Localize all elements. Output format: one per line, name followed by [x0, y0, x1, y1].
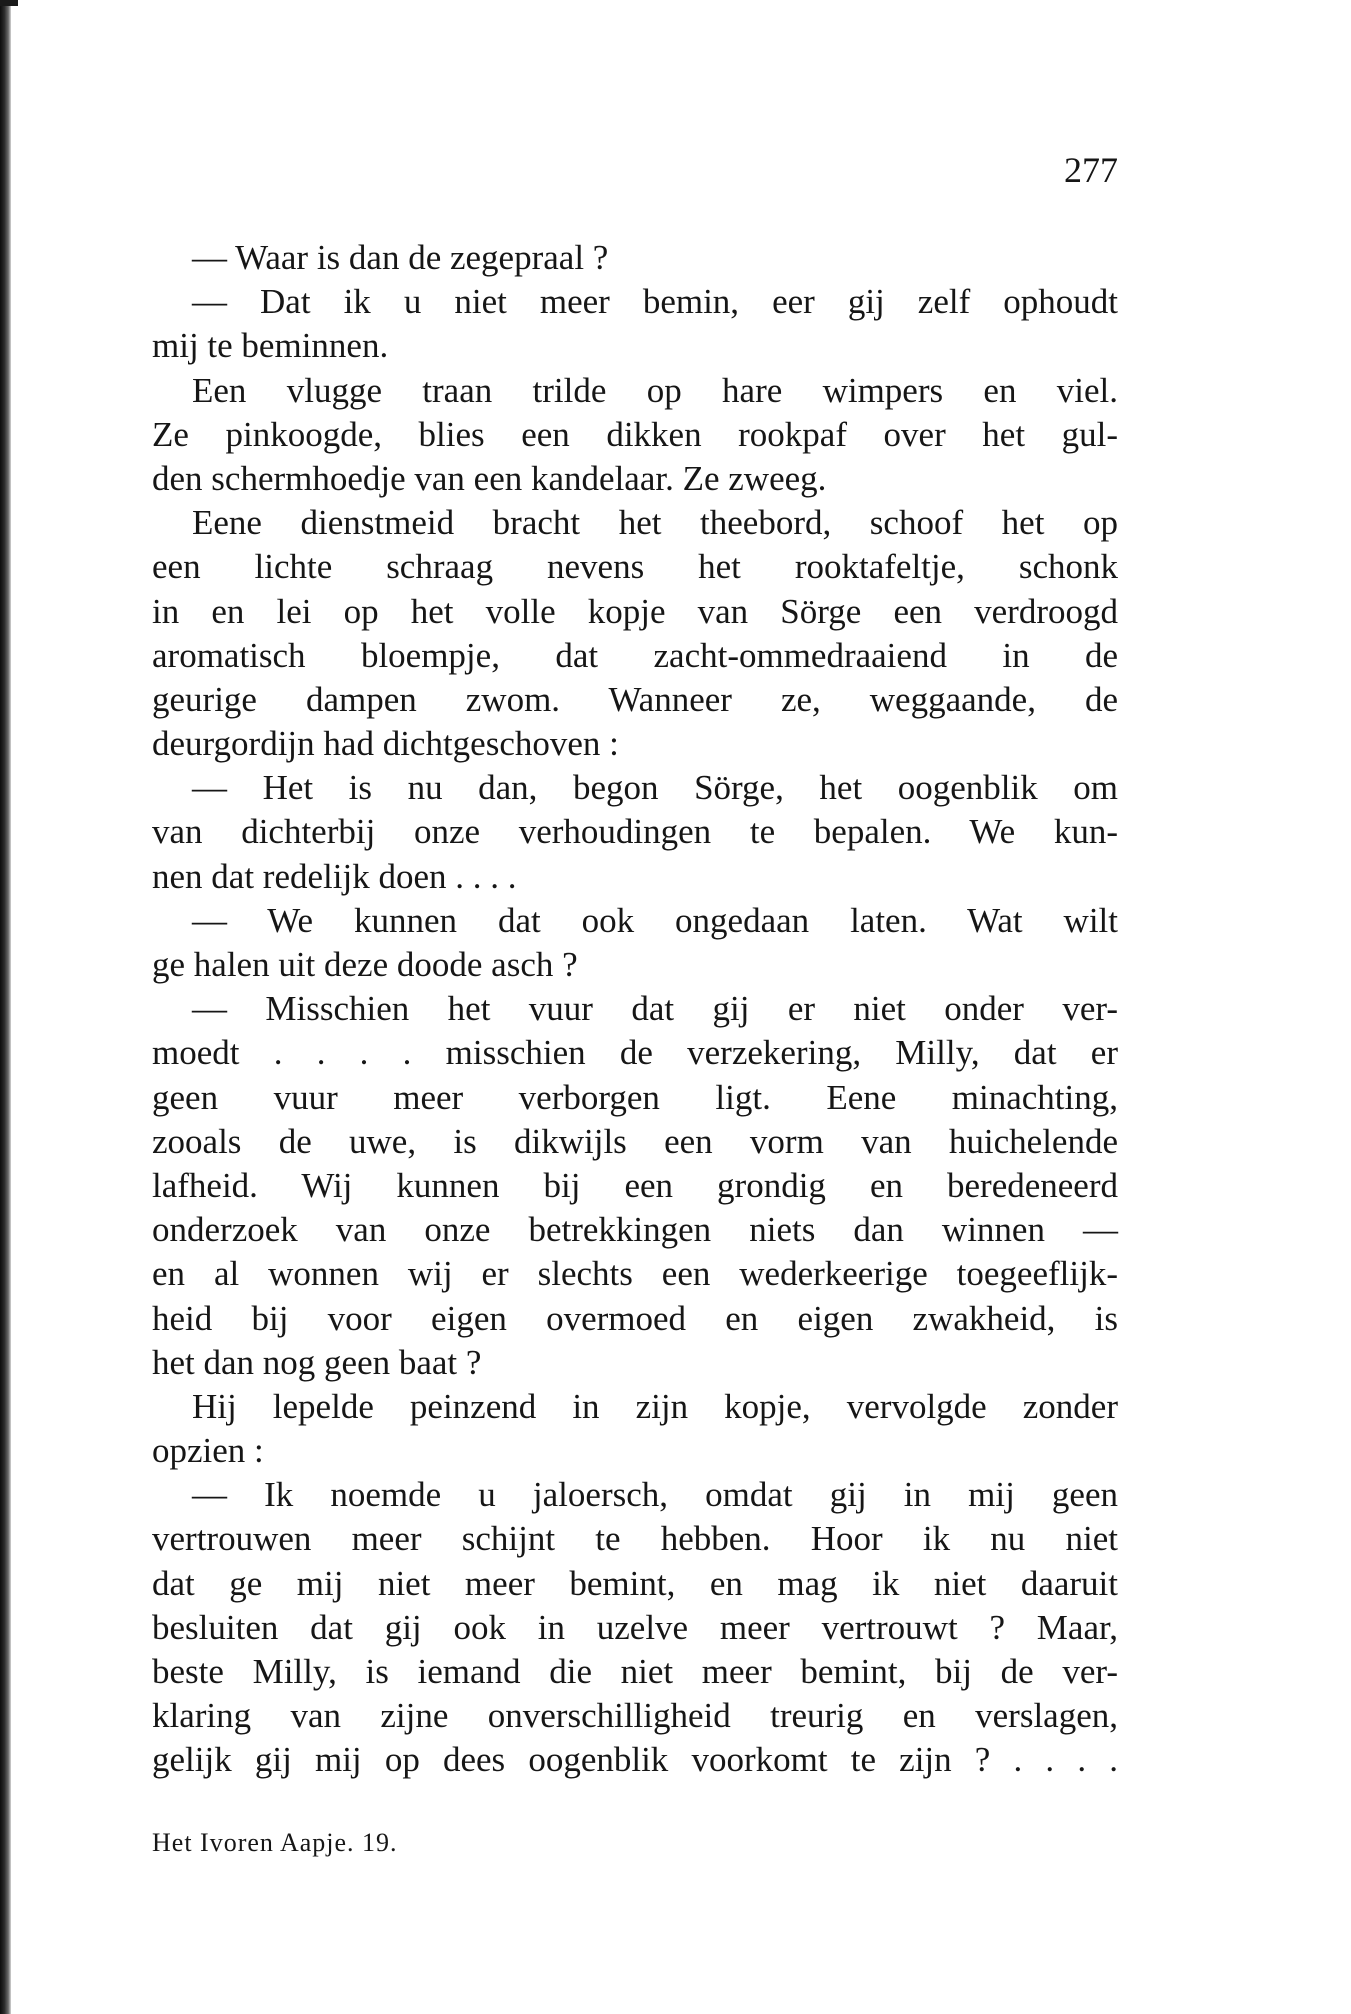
text-line: opzien :	[152, 1431, 264, 1471]
text-line: — We kunnen dat ook ongedaan laten. Wat wilt	[192, 900, 1118, 940]
text-line: Een vlugge traan trilde op hare wimpers en viel.	[192, 370, 1118, 410]
text-line: ge halen uit deze doode asch ?	[152, 945, 578, 984]
text-line: heid bij voor eigen overmoed en eigen zwakheid, is	[152, 1298, 1118, 1338]
text-line: geen vuur meer verborgen ligt. Eene minachting,	[152, 1077, 1118, 1117]
text-line: Hij lepelde peinzend in zijn kopje, vervolgde zonder	[192, 1386, 1118, 1426]
text-line: — Het is nu dan, begon Sörge, het oogenblik om	[192, 768, 1118, 808]
text-line: in en lei op het volle kopje van Sörge een verdroogd	[152, 591, 1118, 631]
text-line: — Ik noemde u jaloersch, omdat gij in mij geen	[192, 1475, 1118, 1515]
text-line: mij te beminnen.	[152, 326, 389, 366]
text-line: — Dat ik u niet meer bemin, eer gij zelf ophoudt	[192, 282, 1118, 322]
text-line: van dichterbij onze verhoudingen te bepalen. We kun-	[152, 812, 1118, 852]
text-line: vertrouwen meer schijnt te hebben. Hoor ik nu niet	[152, 1519, 1118, 1559]
page-corner-mark	[0, 0, 18, 6]
text-line: aromatisch bloempje, dat zacht-ommedraaiend in de	[152, 635, 1118, 675]
text-block	[152, 236, 1118, 1783]
text-line: moedt . . . . misschien de verzekering, Milly, dat er	[152, 1033, 1118, 1073]
text-line: geurige dampen zwom. Wanneer ze, weggaande, de	[152, 679, 1118, 719]
text-line: — Waar is dan de zegepraal ?	[192, 238, 609, 277]
text-line: en al wonnen wij er slechts een wederkeerige toegeeflijk-	[152, 1254, 1118, 1294]
text-line: een lichte schraag nevens het rooktafeltje, schonk	[152, 547, 1118, 587]
text-line: onderzoek van onze betrekkingen niets dan winnen —	[152, 1210, 1118, 1250]
page-footer-signature: Het Ivoren Aapje. 19.	[152, 1828, 398, 1857]
text-line: — Misschien het vuur dat gij er niet onder ver-	[192, 989, 1118, 1029]
text-line: het dan nog geen baat ?	[152, 1342, 482, 1382]
text-line: deurgordijn had dichtgeschoven :	[152, 724, 619, 764]
text-line: zooals de uwe, is dikwijls een vorm van huichelende	[152, 1121, 1118, 1161]
text-line: dat ge mij niet meer bemint, en mag ik niet daaruit	[152, 1563, 1118, 1603]
text-line: nen dat redelijk doen . . . .	[152, 856, 517, 896]
text-line: den schermhoedje van een kandelaar. Ze zweeg.	[152, 458, 827, 498]
text-line: Eene dienstmeid bracht het theebord, schoof het op	[192, 503, 1118, 543]
page-number: 277	[1064, 150, 1118, 190]
text-line: gelijk gij mij op dees oogenblik voorkomt te zijn ? . . . .	[152, 1740, 1118, 1780]
text-line: Ze pinkoogde, blies een dikken rookpaf over het gul-	[152, 414, 1118, 454]
text-line: besluiten dat gij ook in uzelve meer vertrouwt ? Maar,	[152, 1607, 1118, 1647]
text-line: klaring van zijne onverschilligheid treurig en verslagen,	[152, 1696, 1118, 1736]
book-spine-shadow	[0, 0, 11, 2014]
text-line: beste Milly, is iemand die niet meer bemint, bij de ver-	[152, 1652, 1118, 1691]
text-line: lafheid. Wij kunnen bij een grondig en beredeneerd	[152, 1165, 1118, 1205]
